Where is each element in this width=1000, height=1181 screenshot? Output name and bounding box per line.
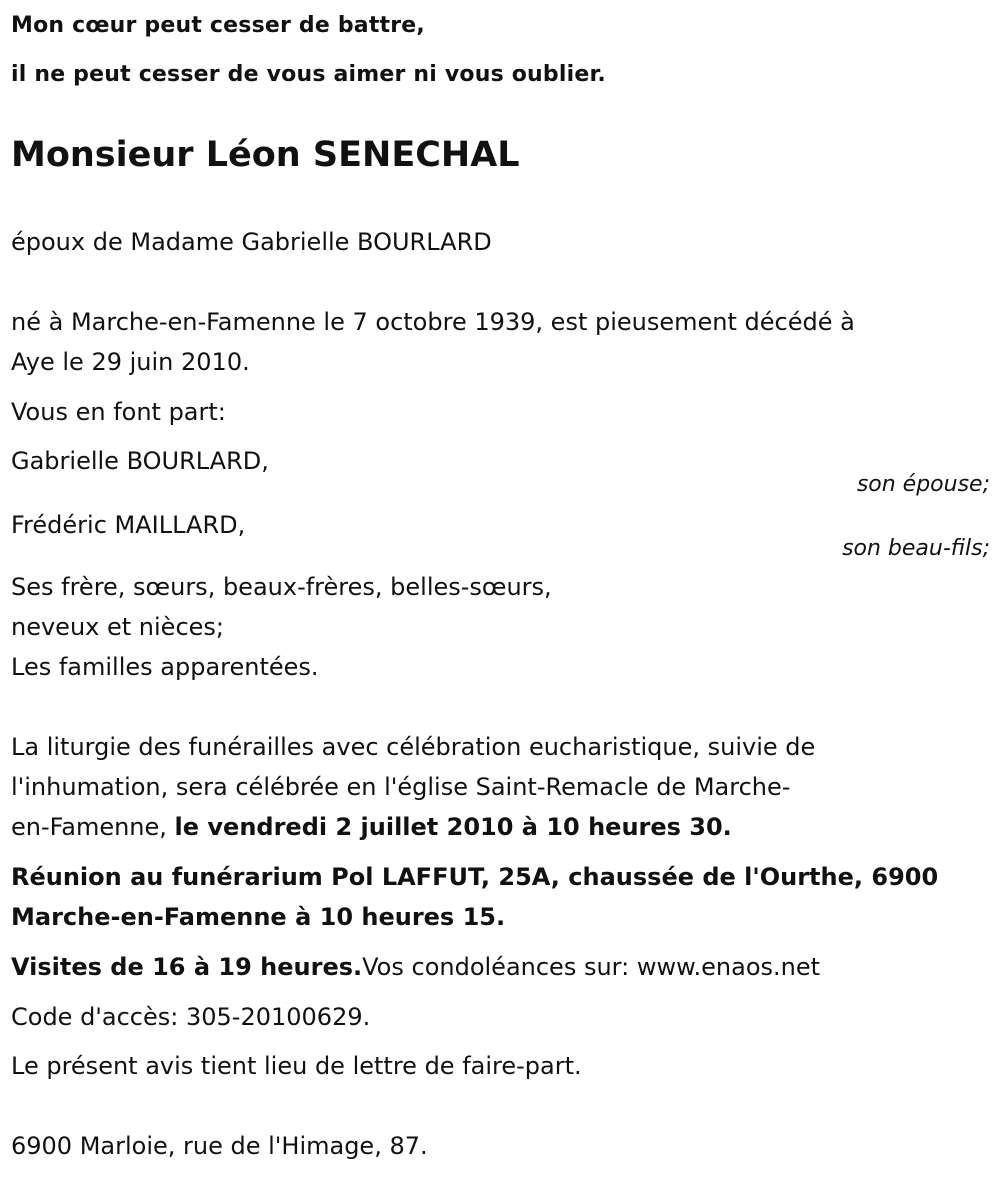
- relative-relation-1: son épouse;: [856, 472, 990, 497]
- epigraph-line-2: il ne peut cesser de vous aimer ni vous oublier.: [11, 62, 606, 87]
- visits-condolences-line: [11, 947, 820, 987]
- condolences-website: Vos condoléances sur: www.enaos.net: [362, 953, 821, 981]
- liturgy-line-3: [11, 807, 732, 847]
- liturgy-line-2: l'inhumation, sera célébrée en l'église Saint-Remacle de Marche-: [11, 773, 791, 801]
- liturgy-line-1: La liturgie des funérailles avec célébration eucharistique, suivie de: [11, 733, 816, 761]
- announcement-intro: Vous en font part:: [11, 398, 226, 426]
- visits-hours: Visites de 16 à 19 heures.: [11, 953, 363, 981]
- address: 6900 Marloie, rue de l'Himage, 87.: [11, 1132, 428, 1160]
- family-line-3: Les familles apparentées.: [11, 653, 319, 681]
- liturgy-line-3-prefix: en-Famenne,: [11, 813, 175, 841]
- birth-death-line-1: né à Marche-en-Famenne le 7 octobre 1939, est pieusement décédé à: [11, 308, 855, 336]
- relative-relation-2: son beau-fils;: [842, 536, 990, 561]
- family-line-1: Ses frère, sœurs, beaux-frères, belles-sœurs,: [11, 573, 552, 601]
- spouse-line: époux de Madame Gabrielle BOURLARD: [11, 228, 492, 256]
- funeral-date: le vendredi 2 juillet 2010 à 10 heures 30.: [174, 813, 732, 841]
- relative-name-1: Gabrielle BOURLARD,: [11, 447, 269, 475]
- relative-name-2: Frédéric MAILLARD,: [11, 511, 246, 539]
- meeting-line-1: Réunion au funérarium Pol LAFFUT, 25A, chaussée de l'Ourthe, 6900: [11, 863, 939, 891]
- deceased-name: Monsieur Léon SENECHAL: [11, 135, 520, 175]
- epigraph-line-1: Mon cœur peut cesser de battre,: [11, 13, 425, 38]
- notice-text: Le présent avis tient lieu de lettre de faire-part.: [11, 1052, 582, 1080]
- meeting-line-2: Marche-en-Famenne à 10 heures 15.: [11, 903, 506, 931]
- family-line-2: neveux et nièces;: [11, 613, 224, 641]
- access-code: Code d'accès: 305-20100629.: [11, 1003, 371, 1031]
- birth-death-line-2: Aye le 29 juin 2010.: [11, 348, 250, 376]
